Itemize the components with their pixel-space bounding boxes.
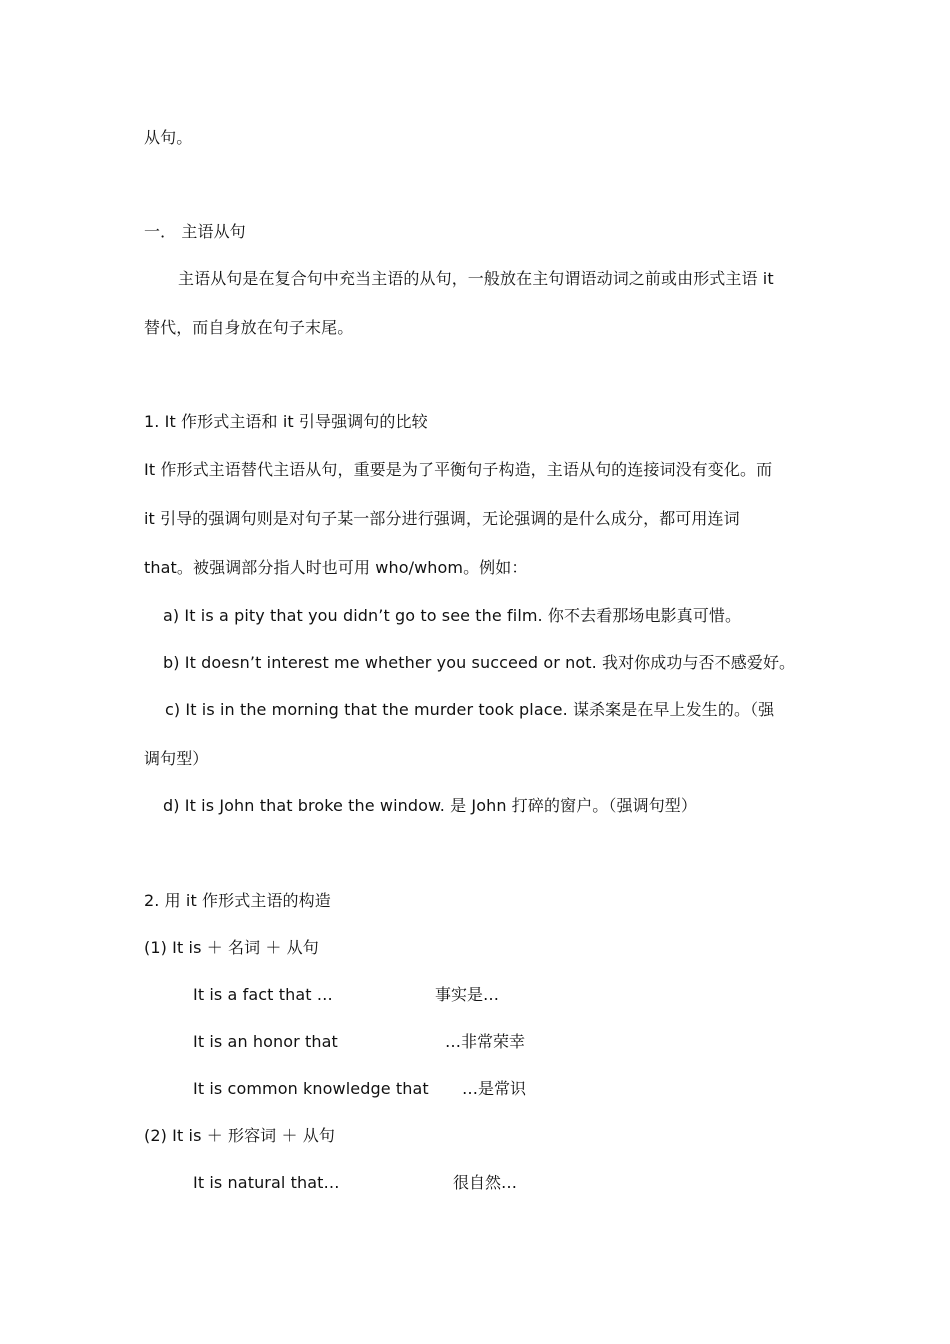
subsection-heading: 2. 用 it 作形式主语的构造 xyxy=(144,891,331,910)
body-paragraph-line: It 作形式主语替代主语从句，重要是为了平衡句子构造，主语从句的连接词没有变化。而 xyxy=(144,460,773,479)
pattern-example-zh: 很自然… xyxy=(453,1173,518,1192)
example-sentence: b) It doesn’t interest me whether you succeed or not. 我对你成功与否不感爱好。 xyxy=(163,653,796,672)
intro-paragraph-line: 替代，而自身放在句子末尾。 xyxy=(144,318,354,337)
pattern-example-en: It is natural that… xyxy=(193,1173,340,1192)
pattern-example-en: It is a fact that … xyxy=(193,985,333,1004)
body-paragraph-line: that。被强调部分指人时也可用 who/whom。例如： xyxy=(144,558,528,577)
pattern-example-en: It is an honor that xyxy=(193,1032,338,1051)
pattern-example-zh: …非常荣幸 xyxy=(445,1032,526,1051)
pattern-example-en: It is common knowledge that xyxy=(193,1079,429,1098)
example-sentence: a) It is a pity that you didn’t go to see the film. 你不去看那场电影真可惜。 xyxy=(163,606,742,625)
example-sentence: d) It is John that broke the window. 是 John 打碎的窗户。（强调句型） xyxy=(163,796,697,815)
paragraph-fragment: 从句。 xyxy=(144,128,193,147)
intro-paragraph-line: 主语从句是在复合句中充当主语的从句，一般放在主句谓语动词之前或由形式主语 it xyxy=(178,269,774,288)
example-sentence-continuation: 调句型） xyxy=(144,749,209,768)
section-heading: 一． 主语从句 xyxy=(144,222,246,241)
pattern-heading: (2) It is ＋ 形容词 ＋ 从句 xyxy=(144,1126,335,1145)
pattern-heading: (1) It is ＋ 名词 ＋ 从句 xyxy=(144,938,319,957)
example-sentence: c) It is in the morning that the murder took place. 谋杀案是在早上发生的。（强 xyxy=(165,700,775,719)
pattern-example-zh: …是常识 xyxy=(462,1079,527,1098)
pattern-example-zh: 事实是… xyxy=(435,985,500,1004)
body-paragraph-line: it 引导的强调句则是对句子某一部分进行强调，无论强调的是什么成分，都可用连词 xyxy=(144,509,740,528)
subsection-heading: 1. It 作形式主语和 it 引导强调句的比较 xyxy=(144,412,428,431)
